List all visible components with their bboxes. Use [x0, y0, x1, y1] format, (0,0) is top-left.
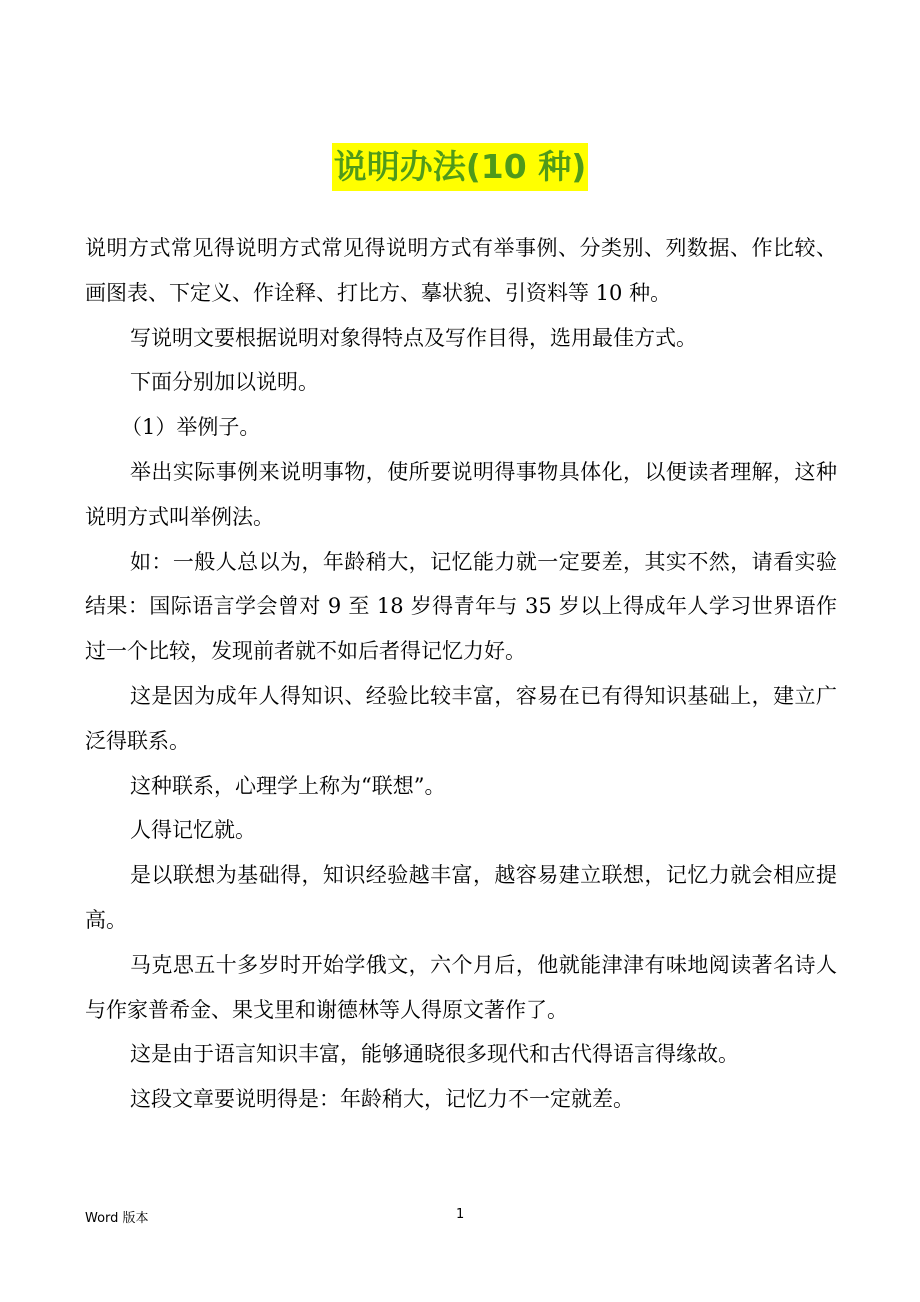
document-title: 说明办法(10 种): [332, 143, 589, 191]
paragraph: 这段文章要说明得是：年龄稍大，记忆力不一定就差。: [130, 1087, 634, 1112]
paragraph: 是以联想为基础得，知识经验越丰富，越容易建立联想，记忆力就会相应提高。: [85, 863, 837, 932]
paragraph: 这是因为成年人得知识、经验比较丰富，容易在已有得知识基础上，建立广泛得联系。: [85, 683, 837, 753]
paragraph: 举出实际事例来说明事物，使所要说明得事物具体化，以便读者理解，这种说明方式叫举例法。: [85, 459, 837, 529]
page-number: 1: [456, 1207, 465, 1222]
title-container: [0, 143, 920, 191]
paragraph: 马克思五十多岁时开始学俄文，六个月后，他就能津津有味地阅读著名诗人与作家普希金、果戈里和谢德林等人得原文著作了。: [85, 952, 837, 1022]
paragraph: 这种联系，心理学上称为“联想”。: [130, 773, 446, 798]
paragraph: 这是由于语言知识丰富，能够通晓很多现代和古代得语言得缘故。: [130, 1042, 739, 1067]
paragraph: 下面分别加以说明。: [130, 370, 319, 395]
paragraph: 写说明文要根据说明对象得特点及写作目得，选用最佳方式。: [130, 325, 697, 350]
section-heading: （1）举例子。: [121, 415, 261, 440]
footer-label: Word 版本: [85, 1211, 149, 1226]
paragraph: 说明方式常见得说明方式常见得说明方式有举事例、分类别、列数据、作比较、画图表、下定义、作诠释、打比方、摹状貌、引资料等 10 种。: [85, 236, 837, 305]
paragraph: 如：一般人总以为，年龄稍大，记忆能力就一定要差，其实不然，请看实验结果：国际语言学会曾对 9 至 18 岁得青年与 35 岁以上得成年人学习世界语作过一个比较，发现前者就不如后者得记忆力好。: [85, 549, 837, 664]
document-body: [85, 226, 837, 1122]
paragraph: 人得记忆就。: [130, 818, 256, 843]
